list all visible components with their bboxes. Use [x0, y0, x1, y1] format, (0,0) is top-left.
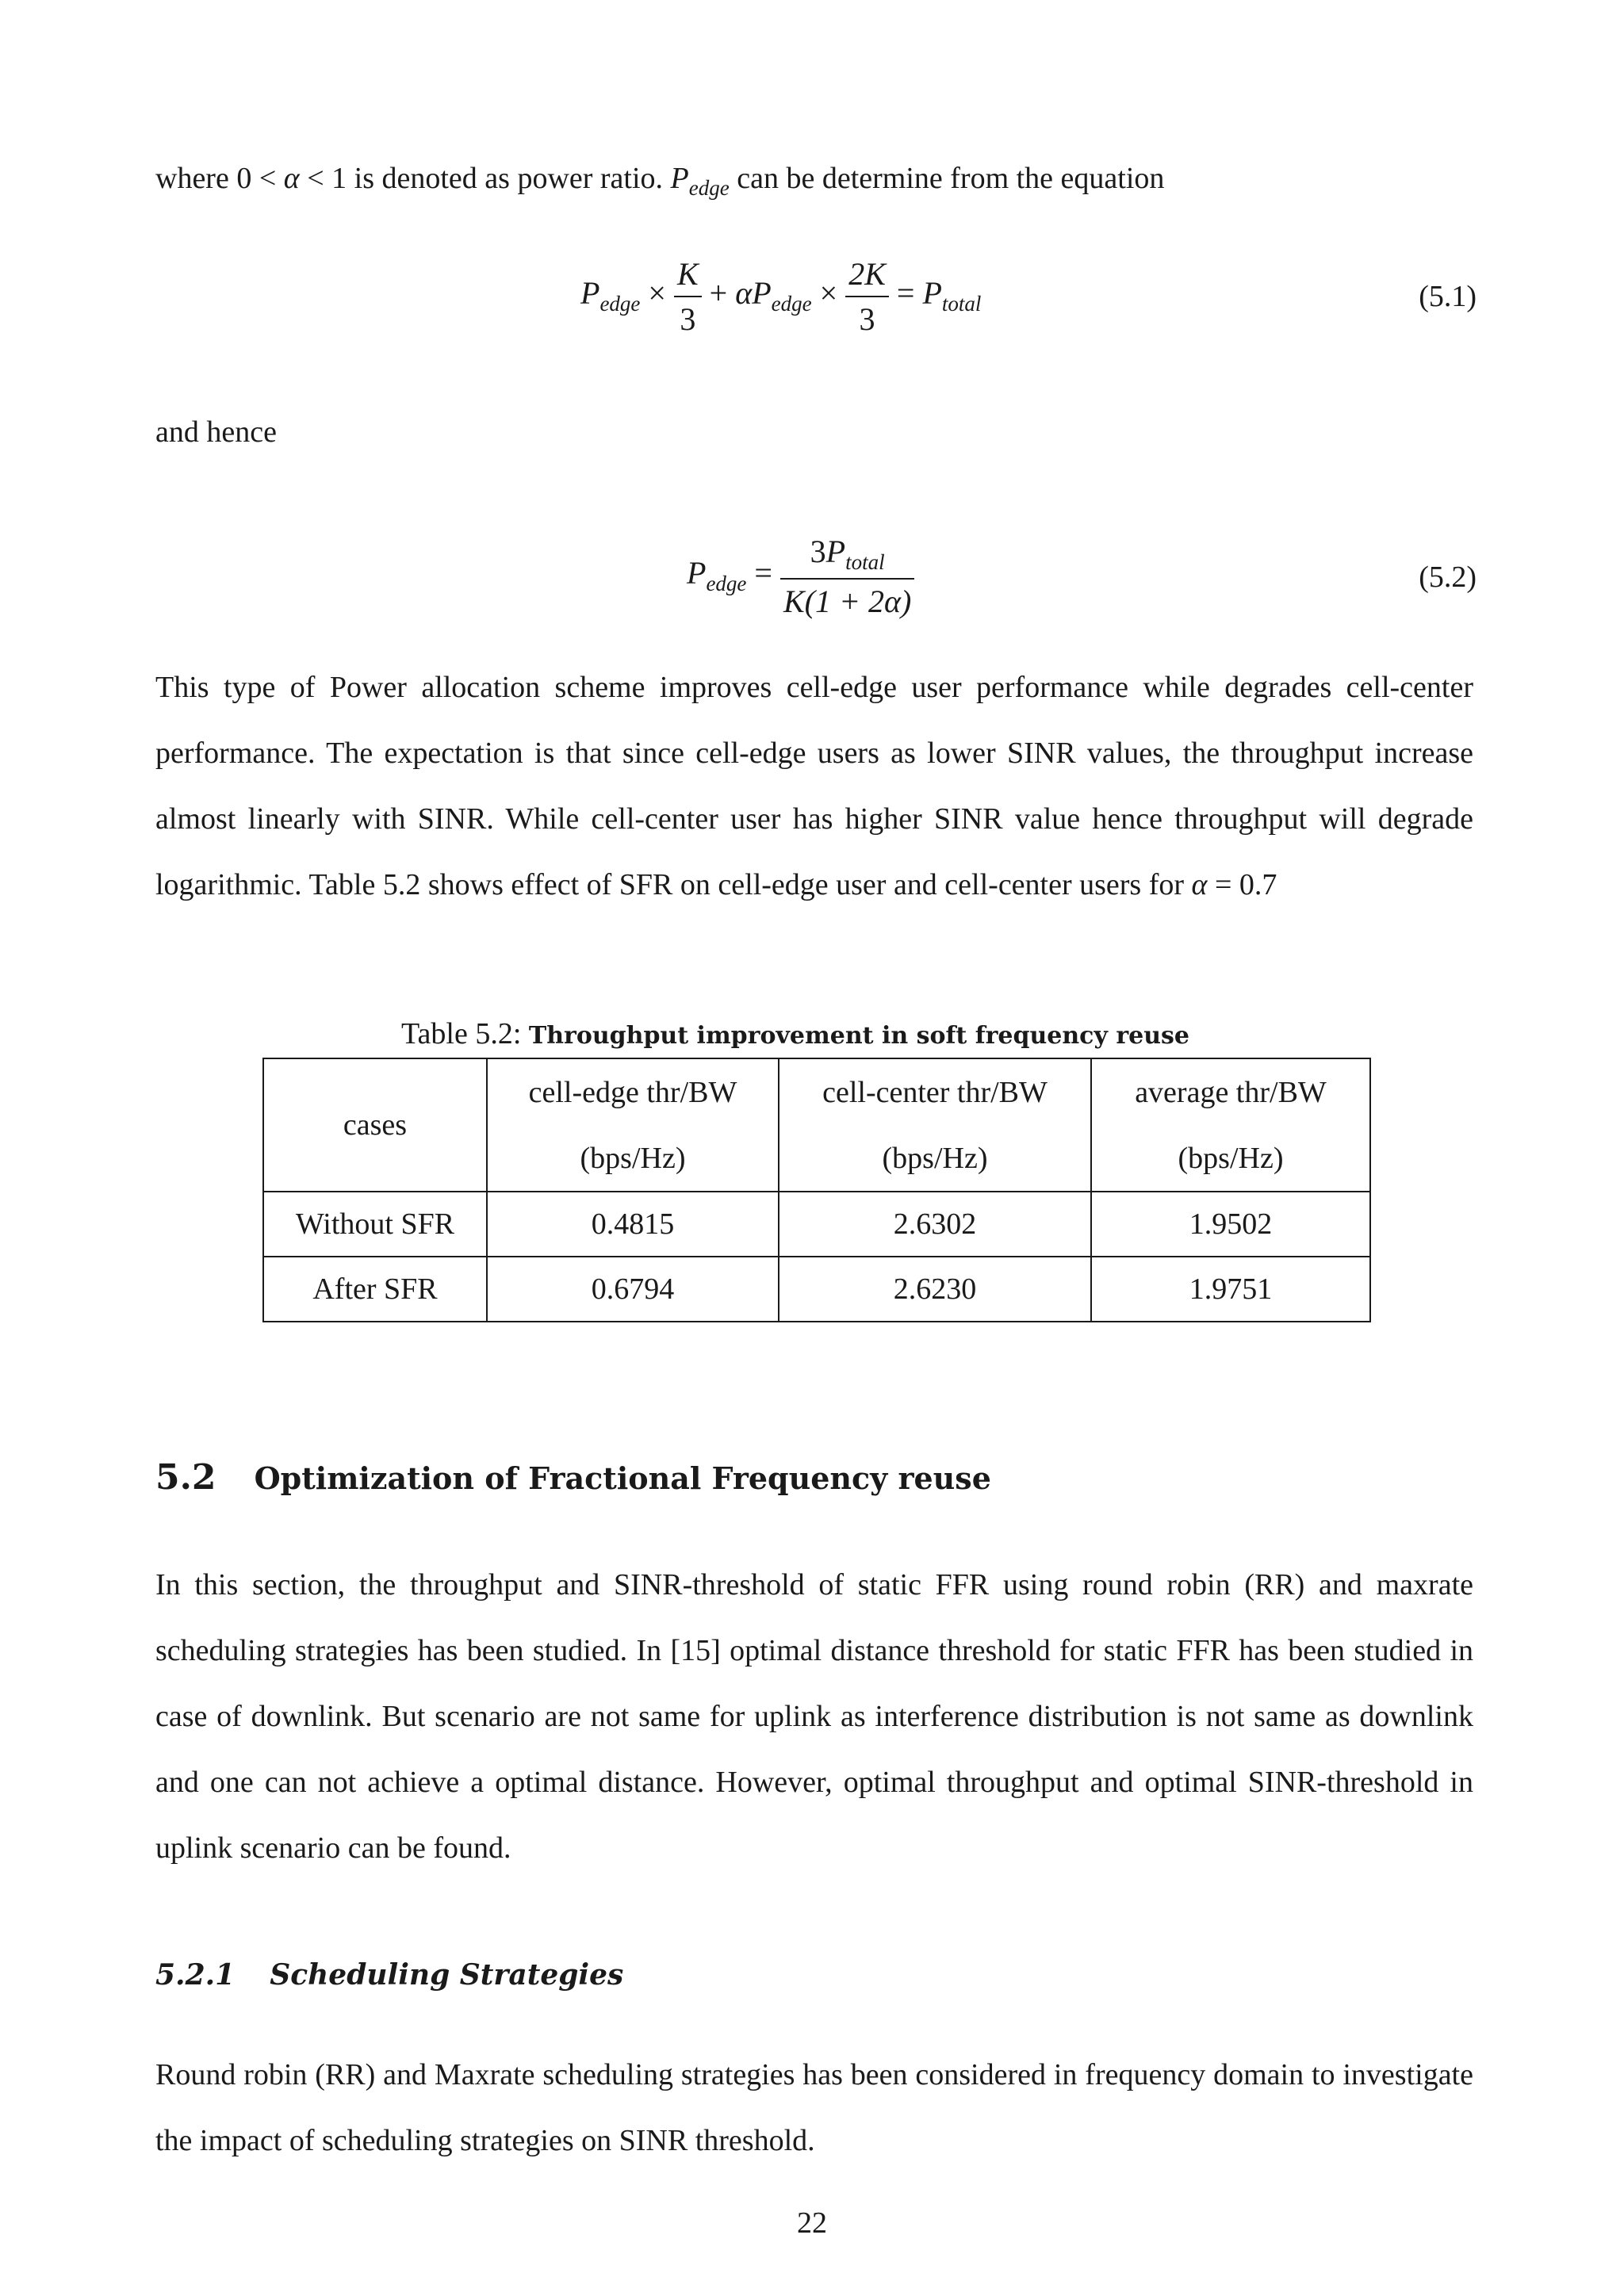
row-center: 2.6230	[779, 1257, 1091, 1322]
scheduling-paragraph: Round robin (RR) and Maxrate scheduling strategies has been considered in frequency domain to investigate the impact of scheduling strategies on SINR threshold.	[155, 2058, 1473, 2157]
and-hence-text: and hence	[155, 415, 277, 449]
header-center-unit: (bps/Hz)	[779, 1125, 1091, 1192]
row-case: Without SFR	[263, 1192, 487, 1257]
fraction-k-over-3: $\frac{K}{3}$	[674, 255, 702, 338]
table-row	[263, 1192, 1370, 1257]
row-average: 1.9502	[1091, 1192, 1370, 1257]
power-allocation-paragraph: This type of Power allocation scheme improves cell-edge user performance while degrades cell-center performance. The expectation is that since cell-edge users as lower SINR values, the throughput increase almost linearly with SINR. While cell-center user has higher SINR value hence throughput will degrade logarithmic. Table 5.2 shows effect of SFR on cell-edge user and cell-center users for α = 0.7	[155, 671, 1473, 901]
equation-number-5-1: (5.1)	[1419, 280, 1477, 313]
equation-number-5-2: (5.2)	[1419, 561, 1477, 594]
header-average: average thr/BW	[1091, 1058, 1370, 1125]
section-heading: 5.2 Optimization of Fractional Frequency reuse	[155, 1457, 991, 1498]
throughput-table	[262, 1058, 1371, 1322]
table-caption: Table 5.2: Throughput improvement in soft frequency reuse	[401, 1017, 1190, 1050]
equation-5-2: $P_{edge}$ = $\frac{3P_{total}}{K(1 + 2\alpha)}$	[687, 533, 914, 620]
header-cases: cases	[263, 1058, 487, 1192]
header-average-unit: (bps/Hz)	[1091, 1125, 1370, 1192]
header-center: cell-center thr/BW	[779, 1058, 1091, 1125]
table-header-row	[263, 1058, 1370, 1125]
subsection-heading: 5.2.1 Scheduling Strategies	[155, 1958, 624, 1992]
page-number: 22	[797, 2206, 827, 2240]
header-edge-unit: (bps/Hz)	[487, 1125, 779, 1192]
header-edge: cell-edge thr/BW	[487, 1058, 779, 1125]
fraction-pedge: $\frac{3P_{total}}{K(1 + 2\alpha)}$	[780, 533, 914, 620]
row-edge: 0.4815	[487, 1192, 779, 1257]
row-average: 1.9751	[1091, 1257, 1370, 1322]
row-case: After SFR	[263, 1257, 487, 1322]
row-edge: 0.6794	[487, 1257, 779, 1322]
intro-paragraph: where 0 < α < 1 is denoted as power ratio. $P_{edge}$ can be determine from the equation	[155, 162, 1165, 200]
row-center: 2.6302	[779, 1192, 1091, 1257]
equation-5-1: $P_{edge}$ × $\frac{K}{3}$ + $\alpha P_{edge}$ × $\frac{2K}{3}$ = $P_{total}$	[580, 256, 982, 337]
fraction-2k-over-3: $\frac{2K}{3}$	[845, 255, 889, 338]
section-paragraph: In this section, the throughput and SINR-threshold of static FFR using round robin (RR) and maxrate scheduling strategies has been studied. In [15] optimal distance threshold for static FFR has been studied in case of downlink. But scenario are not same for uplink as interference distribution is not same as downlink and one can not achieve a optimal distance. However, optimal throughput and optimal SINR-threshold in uplink scenario can be found.	[155, 1568, 1473, 1865]
table-row	[263, 1257, 1370, 1322]
